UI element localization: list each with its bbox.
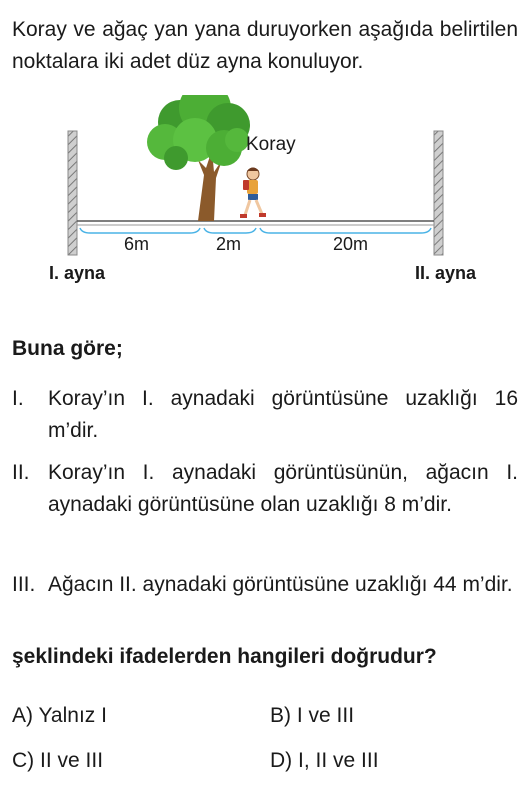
mirror-2 — [434, 131, 443, 255]
brace-2m — [204, 228, 256, 233]
option-text: I ve III — [296, 704, 355, 727]
distance-label-3: 20m — [333, 234, 369, 254]
statements-heading: Buna göre; — [12, 337, 123, 360]
statement-number: II. — [12, 461, 30, 484]
option-letter: B) — [270, 704, 291, 727]
distance-label-2: 2m — [216, 234, 242, 254]
option-letter: D) — [270, 749, 293, 772]
option-letter: C) — [12, 749, 35, 772]
option-letter: A) — [12, 704, 33, 727]
distance-label-1: 6m — [124, 234, 150, 254]
brace-20m — [260, 228, 431, 233]
statement-number: III. — [12, 573, 36, 596]
option-text: Yalnız I — [38, 704, 107, 727]
mirror-2-label: II. ayna — [415, 263, 477, 283]
option-text: II ve III — [40, 749, 104, 772]
koray-figure — [240, 168, 266, 219]
statement-text: Koray’ın I. aynadaki görüntüsünün, ağacın I. aynadaki görüntüsüne olan uzaklığı 8 m’dir. — [48, 461, 518, 516]
option-b[interactable] — [270, 704, 354, 728]
brace-6m — [80, 228, 200, 233]
problem-intro: Koray ve ağaç yan yana duruyorken aşağıda belirtilen noktalara iki adet düz ayna konuluyor. — [12, 18, 518, 73]
statement-text: Ağacın II. aynadaki görüntüsüne uzaklığı 44 m’dir. — [48, 573, 513, 596]
statement-1 — [12, 383, 518, 447]
statement-text: Koray’ın I. aynadaki görüntüsüne uzaklığı 16 m’dir. — [48, 387, 518, 442]
option-a[interactable] — [12, 704, 107, 728]
statement-3 — [12, 569, 518, 601]
koray-label: Koray — [246, 134, 296, 155]
mirror-1 — [68, 131, 77, 255]
tree — [147, 95, 250, 221]
option-c[interactable] — [12, 749, 103, 773]
option-text: I, II ve III — [298, 749, 379, 772]
statement-number: I. — [12, 387, 24, 410]
mirror-1-label: I. ayna — [49, 263, 106, 283]
option-d[interactable] — [270, 749, 379, 773]
statement-2 — [12, 457, 518, 521]
question-text: şeklindeki ifadelerden hangileri doğrudur? — [12, 645, 437, 668]
